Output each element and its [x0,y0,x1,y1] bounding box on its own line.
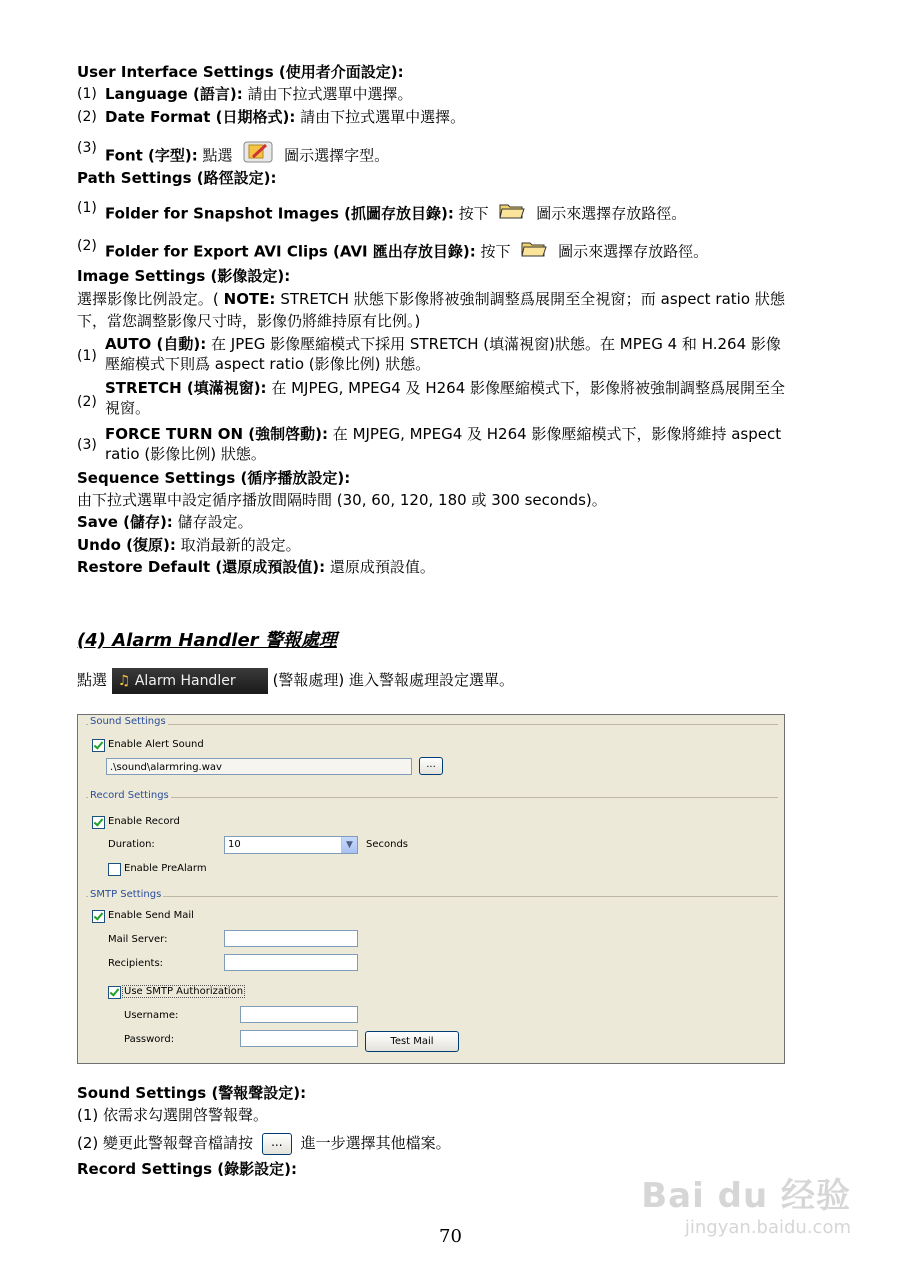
force-label: FORCE TURN ON (強制啓動): [105,425,329,443]
image-settings-heading: Image Settings (影像設定): [77,267,291,285]
list-number: (2) [77,238,97,254]
snapshot-folder-item [105,200,686,228]
avi-folder-label: Folder for Export AVI Clips (AVI 匯出存放目錄): [105,242,476,261]
snapshot-folder-label: Folder for Snapshot Images (抓圖存放目錄): [105,204,454,223]
undo-item [77,535,301,555]
language-label: Language (語言): [105,85,243,103]
watermark-brand: Bai du 经验 [641,1176,851,1216]
note-label: NOTE: [223,290,276,308]
list-number: (3) [77,437,97,453]
username-label: Username: [124,1010,179,1021]
smtp-settings-group-label: SMTP Settings [90,889,162,900]
save-label: Save (儲存): [77,513,173,531]
enable-alert-sound-checkbox[interactable] [92,739,105,752]
list-number: (1) [77,200,97,216]
list-number: (2) [77,394,97,410]
font-label: Font (字型): [105,146,198,165]
mail-server-input[interactable] [224,930,358,947]
username-input[interactable] [240,1006,358,1023]
sound-item2-a: (2) 變更此警報聲音檔請按 [77,1134,254,1152]
font-text-a: 點選 [202,146,233,165]
smtp-settings-group [86,896,778,897]
stretch-label: STRETCH (填滿視窗): [105,379,267,397]
auto-item [105,334,785,374]
folder-icon [521,238,547,266]
alarm-handler-button-label: Alarm Handler [134,672,236,689]
duration-value: 10 [228,839,241,850]
sequence-text: 由下拉式選單中設定循序播放間隔時間 (30, 60, 120, 180 或 300 seconds)。 [77,491,607,509]
auto-text: 在 JPEG 影像壓縮模式下採用 STRETCH (填滿視窗)狀態。在 MPEG 4 和 H.264 影像壓縮模式下則爲 aspect ratio (影像比例) 狀態。 [105,335,781,373]
alarm-intro-a: 點選 [77,671,108,689]
enable-prealarm-label: Enable PreAlarm [124,863,207,874]
font-text-b: 圖示選擇字型。 [284,146,390,165]
intro-text-b: STRETCH 狀態下影像將被強制調整爲展開至全視窗；而 aspect ratio 狀態下，當您調整影像尺寸時，影像仍將維持原有比例。) [77,290,785,330]
date-format-label: Date Format (日期格式): [105,108,296,126]
alarm-handler-button[interactable] [112,668,268,694]
undo-text: 取消最新的設定。 [180,536,301,554]
restore-text: 還原成預設值。 [329,558,435,576]
sequence-settings-heading: Sequence Settings (循序播放設定): [77,469,351,487]
use-smtp-auth-checkbox[interactable] [108,986,121,999]
mail-server-label: Mail Server: [108,934,168,945]
alarm-intro-b: (警報處理) 進入警報處理設定選單。 [272,671,515,689]
alarm-settings-dialog [77,714,785,1064]
sound-path-field[interactable]: .\sound\alarmring.wav [106,758,412,775]
record-settings-group-label: Record Settings [90,790,169,801]
image-settings-intro [77,288,785,332]
stretch-text: 在 MJPEG, MPEG4 及 H264 影像壓縮模式下，影像將被強制調整爲展開至全視窗。 [105,379,786,417]
list-number: (3) [77,140,97,156]
sound-settings-heading: Sound Settings (警報聲設定): [77,1084,307,1102]
date-format-text: 請由下拉式選單中選擇。 [300,108,466,126]
font-item [105,141,389,171]
browse-button[interactable]: ... [262,1133,292,1155]
list-number: (2) [77,109,97,125]
duration-select[interactable] [224,836,358,854]
password-label: Password: [124,1034,175,1045]
path-settings-heading: Path Settings (路徑設定): [77,169,277,187]
sound-settings-item-2 [77,1130,451,1156]
font-pencil-icon [243,141,273,171]
watermark-url: jingyan.baidu.com [684,1217,851,1238]
enable-record-label: Enable Record [108,816,180,827]
page-number: 70 [439,1226,462,1247]
intro-text-a: 選擇影像比例設定。( [77,290,219,308]
list-number: (1) [77,86,97,102]
sound-item2-b: 進一步選擇其他檔案。 [300,1134,451,1152]
force-item [105,424,785,464]
avi-folder-item [105,238,708,266]
enable-send-mail-label: Enable Send Mail [108,910,194,921]
enable-alert-sound-label: Enable Alert Sound [108,739,204,750]
duration-label: Duration: [108,839,155,850]
undo-label: Undo (復原): [77,536,176,554]
avi-folder-text-a: 按下 [480,242,511,261]
seconds-label: Seconds [366,839,409,850]
restore-item [77,557,435,577]
alarm-intro [77,666,514,694]
auto-label: AUTO (自動): [105,335,207,353]
restore-label: Restore Default (還原成預設值): [77,558,326,576]
stretch-item [105,378,785,418]
test-mail-button[interactable]: Test Mail [365,1031,459,1052]
password-input[interactable] [240,1030,358,1047]
save-text: 儲存設定。 [177,513,253,531]
enable-prealarm-checkbox[interactable] [108,863,121,876]
force-text: 在 MJPEG, MPEG4 及 H264 影像壓縮模式下，影像將維持 aspect ratio (影像比例) 狀態。 [105,425,782,463]
snapshot-folder-text-a: 按下 [458,204,489,223]
folder-icon [499,200,525,228]
record-settings-group [86,797,778,798]
language-item [105,84,413,104]
use-smtp-auth-label: Use SMTP Authorization [124,986,244,997]
enable-send-mail-checkbox[interactable] [92,910,105,923]
language-text: 請由下拉式選單中選擇。 [247,85,413,103]
list-number: (1) [77,348,97,364]
browse-sound-button[interactable]: ... [419,757,443,775]
record-settings-heading: Record Settings (錄影設定): [77,1160,298,1178]
avi-folder-text-b: 圖示來選擇存放路徑。 [558,242,709,261]
snapshot-folder-text-b: 圖示來選擇存放路徑。 [536,204,687,223]
date-format-item [105,107,465,127]
enable-record-checkbox[interactable] [92,816,105,829]
recipients-label: Recipients: [108,958,164,969]
alarm-handler-title: (4) Alarm Handler 警報處理 [77,630,337,651]
alarm-bell-icon: ♫ [117,672,131,689]
ui-settings-heading: User Interface Settings (使用者介面設定): [77,63,404,81]
sound-settings-group-label: Sound Settings [90,716,166,727]
sound-settings-item-1: (1) 依需求勾選開啓警報聲。 [77,1106,269,1124]
chevron-down-icon[interactable]: ▼ [341,837,357,853]
recipients-input[interactable] [224,954,358,971]
save-item [77,512,253,532]
